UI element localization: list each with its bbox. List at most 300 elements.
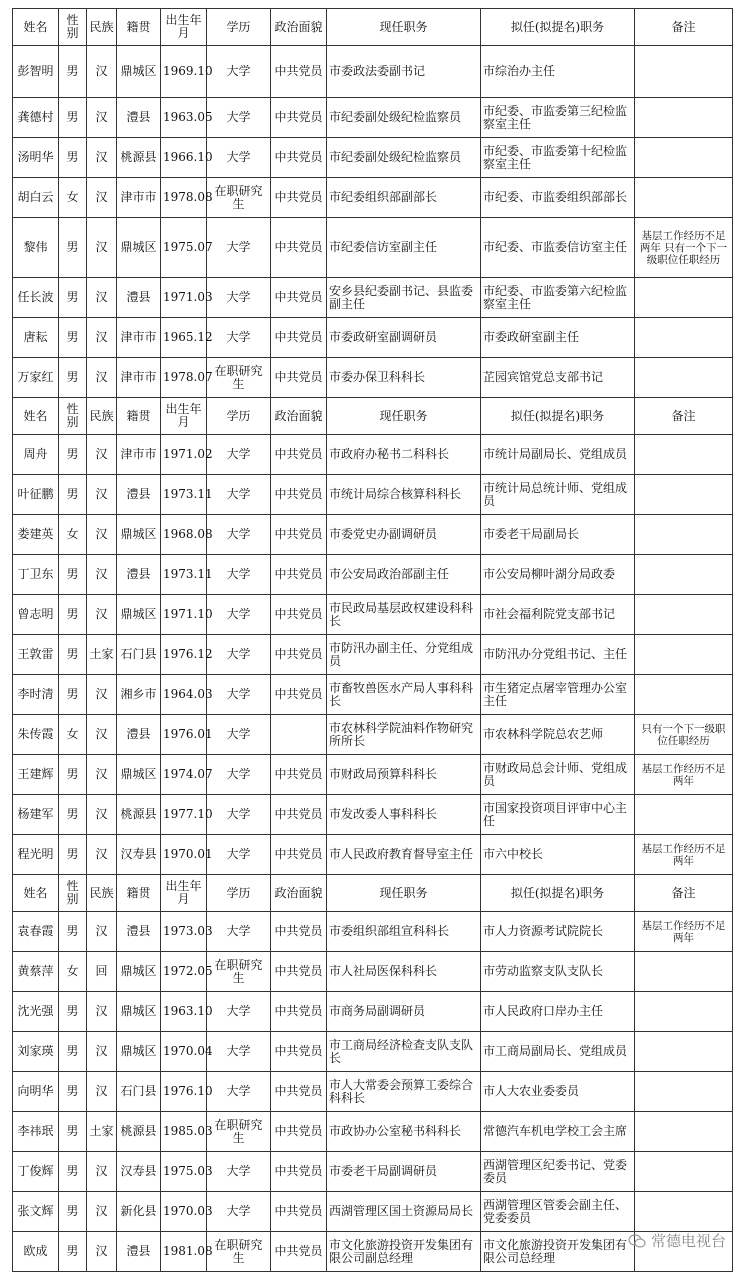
cell-remarks: [635, 475, 733, 515]
cell-education: 大学: [207, 475, 271, 515]
cell-name: 任长波: [13, 278, 59, 318]
cell-birth-date: 1976.12: [161, 635, 207, 675]
table-row: [13, 992, 733, 1032]
cell-native-place: 津市市: [117, 318, 161, 358]
cell-name: 丁卫东: [13, 555, 59, 595]
table-row: [13, 1232, 733, 1272]
cell-gender: 男: [59, 1112, 87, 1152]
cell-remarks: [635, 992, 733, 1032]
cell-remarks: [635, 178, 733, 218]
cell-current-position: 市畜牧兽医水产局人事科科长: [327, 675, 481, 715]
header-proposed-position: 拟任(拟提名)职务: [481, 398, 635, 435]
cell-birth-date: 1977.10: [161, 795, 207, 835]
cell-proposed-position: 市农林科学院总农艺师: [481, 715, 635, 755]
cell-current-position: 市委政研室副调研员: [327, 318, 481, 358]
cell-native-place: 汉寿县: [117, 1152, 161, 1192]
cell-political-status: 中共党员: [271, 515, 327, 555]
cell-name: 唐耘: [13, 318, 59, 358]
cell-gender: 男: [59, 98, 87, 138]
cell-native-place: 澧县: [117, 98, 161, 138]
header-gender: 性别: [59, 9, 87, 46]
cell-political-status: 中共党员: [271, 318, 327, 358]
table-row: [13, 278, 733, 318]
cell-education: 大学: [207, 912, 271, 952]
cell-proposed-position: 市人民政府口岸办主任: [481, 992, 635, 1032]
cell-proposed-position: 市人力资源考试院院长: [481, 912, 635, 952]
cell-proposed-position: 市纪委、市监委组织部部长: [481, 178, 635, 218]
cell-education: 大学: [207, 218, 271, 278]
table-row: [13, 675, 733, 715]
cell-current-position: 安乡县纪委副书记、县监委副主任: [327, 278, 481, 318]
cell-remarks: [635, 1152, 733, 1192]
header-current-position: 现任职务: [327, 9, 481, 46]
cell-birth-date: 1970.04: [161, 1032, 207, 1072]
cell-proposed-position: 市纪委、市监委第十纪检监察室主任: [481, 138, 635, 178]
cell-native-place: 湘乡市: [117, 675, 161, 715]
cell-remarks: [635, 358, 733, 398]
cell-political-status: 中共党员: [271, 835, 327, 875]
cell-name: 向明华: [13, 1072, 59, 1112]
cell-birth-date: 1975.07: [161, 218, 207, 278]
cell-current-position: 市委政法委副书记: [327, 46, 481, 98]
cell-political-status: 中共党员: [271, 1192, 327, 1232]
cell-ethnicity: 汉: [87, 98, 117, 138]
header-proposed-position: 拟任(拟提名)职务: [481, 9, 635, 46]
cell-education: 大学: [207, 992, 271, 1032]
cell-gender: 女: [59, 515, 87, 555]
header-row: [13, 9, 733, 46]
header-political-status: 政治面貌: [271, 398, 327, 435]
cell-current-position: 市防汛办副主任、分党组成员: [327, 635, 481, 675]
cell-current-position: 市纪委副处级纪检监察员: [327, 98, 481, 138]
table-body: [13, 9, 733, 1272]
cell-proposed-position: 西湖管理区管委会副主任、党委委员: [481, 1192, 635, 1232]
cell-birth-date: 1963.05: [161, 98, 207, 138]
cell-ethnicity: 汉: [87, 138, 117, 178]
cell-education: 大学: [207, 515, 271, 555]
cell-ethnicity: 汉: [87, 715, 117, 755]
cell-political-status: 中共党员: [271, 1112, 327, 1152]
cell-current-position: 市统计局综合核算科科长: [327, 475, 481, 515]
cell-ethnicity: 汉: [87, 595, 117, 635]
cell-proposed-position: 市六中校长: [481, 835, 635, 875]
cell-current-position: 市文化旅游投资开发集团有限公司副总经理: [327, 1232, 481, 1272]
cell-ethnicity: 汉: [87, 1152, 117, 1192]
cell-current-position: 市农林科学院油料作物研究所所长: [327, 715, 481, 755]
cell-proposed-position: 常德汽车机电学校工会主席: [481, 1112, 635, 1152]
cell-birth-date: 1973.11: [161, 555, 207, 595]
cell-political-status: 中共党员: [271, 755, 327, 795]
cell-name: 胡白云: [13, 178, 59, 218]
cell-political-status: [271, 715, 327, 755]
cell-birth-date: 1975.03: [161, 1152, 207, 1192]
cell-birth-date: 1969.10: [161, 46, 207, 98]
cell-education: 大学: [207, 715, 271, 755]
cell-remarks: [635, 98, 733, 138]
cell-native-place: 鼎城区: [117, 952, 161, 992]
cell-education: 大学: [207, 46, 271, 98]
table-row: [13, 138, 733, 178]
header-current-position: 现任职务: [327, 875, 481, 912]
cell-name: 汤明华: [13, 138, 59, 178]
cell-gender: 男: [59, 835, 87, 875]
cell-current-position: 市工商局经济检查支队支队长: [327, 1032, 481, 1072]
cell-birth-date: 1971.03: [161, 278, 207, 318]
cell-birth-date: 1966.10: [161, 138, 207, 178]
cell-name: 李祎珉: [13, 1112, 59, 1152]
cell-native-place: 澧县: [117, 555, 161, 595]
cell-remarks: [635, 515, 733, 555]
cell-gender: 男: [59, 475, 87, 515]
cell-ethnicity: 汉: [87, 358, 117, 398]
cell-proposed-position: 市社会福利院党支部书记: [481, 595, 635, 635]
cell-gender: 女: [59, 178, 87, 218]
table-row: [13, 1112, 733, 1152]
cell-native-place: 鼎城区: [117, 1032, 161, 1072]
cell-birth-date: 1971.10: [161, 595, 207, 635]
cell-remarks: [635, 138, 733, 178]
cell-ethnicity: 汉: [87, 835, 117, 875]
cell-native-place: 桃源县: [117, 1112, 161, 1152]
table-row: [13, 1072, 733, 1112]
cell-proposed-position: 市统计局总统计师、党组成员: [481, 475, 635, 515]
cell-gender: 男: [59, 1072, 87, 1112]
cell-education: 大学: [207, 635, 271, 675]
cell-native-place: 澧县: [117, 715, 161, 755]
cell-current-position: 市发改委人事科科长: [327, 795, 481, 835]
cell-remarks: [635, 1112, 733, 1152]
cell-gender: 男: [59, 1152, 87, 1192]
header-ethnicity: 民族: [87, 398, 117, 435]
table-row: [13, 515, 733, 555]
cell-political-status: 中共党员: [271, 595, 327, 635]
cell-name: 黄蔡萍: [13, 952, 59, 992]
cell-proposed-position: 市防汛办分党组书记、主任: [481, 635, 635, 675]
cell-name: 刘家瑛: [13, 1032, 59, 1072]
cell-education: 大学: [207, 595, 271, 635]
cell-education: 大学: [207, 278, 271, 318]
cell-proposed-position: 市统计局副局长、党组成员: [481, 435, 635, 475]
cell-native-place: 鼎城区: [117, 595, 161, 635]
cell-birth-date: 1973.11: [161, 475, 207, 515]
cell-name: 周舟: [13, 435, 59, 475]
cell-current-position: 市委办保卫科科长: [327, 358, 481, 398]
cell-birth-date: 1970.03: [161, 1192, 207, 1232]
cell-current-position: 市人大常委会预算工委综合科科长: [327, 1072, 481, 1112]
table-row: [13, 835, 733, 875]
cell-gender: 男: [59, 1192, 87, 1232]
cell-proposed-position: 市国家投资项目评审中心主任: [481, 795, 635, 835]
cell-education: 大学: [207, 835, 271, 875]
cell-remarks: 基层工作经历不足两年 只有一个下一级职位任职经历: [635, 218, 733, 278]
header-education: 学历: [207, 398, 271, 435]
cell-remarks: [635, 435, 733, 475]
header-name: 姓名: [13, 875, 59, 912]
watermark-text: 常德电视台: [650, 1232, 726, 1250]
header-gender: 性别: [59, 875, 87, 912]
cell-native-place: 鼎城区: [117, 515, 161, 555]
cell-education: 大学: [207, 138, 271, 178]
cell-proposed-position: 西湖管理区纪委书记、党委委员: [481, 1152, 635, 1192]
cell-ethnicity: 汉: [87, 1232, 117, 1272]
cell-birth-date: 1968.08: [161, 515, 207, 555]
header-political-status: 政治面貌: [271, 9, 327, 46]
cell-political-status: 中共党员: [271, 1072, 327, 1112]
cell-proposed-position: 市生猪定点屠宰管理办公室主任: [481, 675, 635, 715]
table-row: [13, 1192, 733, 1232]
table-row: [13, 1032, 733, 1072]
cell-native-place: 桃源县: [117, 795, 161, 835]
cell-birth-date: 1964.03: [161, 675, 207, 715]
cell-education: 大学: [207, 318, 271, 358]
cell-current-position: 市纪委组织部副部长: [327, 178, 481, 218]
cell-name: 丁俊辉: [13, 1152, 59, 1192]
cell-proposed-position: 市委老干局副局长: [481, 515, 635, 555]
cell-name: 曾志明: [13, 595, 59, 635]
cell-gender: 女: [59, 715, 87, 755]
cell-proposed-position: 市公安局柳叶湖分局政委: [481, 555, 635, 595]
header-native-place: 籍贯: [117, 9, 161, 46]
header-birth-date: 出生年月: [161, 875, 207, 912]
personnel-table: [12, 8, 733, 1272]
header-remarks: 备注: [635, 875, 733, 912]
cell-political-status: 中共党员: [271, 1032, 327, 1072]
cell-name: 杨建军: [13, 795, 59, 835]
cell-remarks: [635, 1032, 733, 1072]
cell-proposed-position: 市纪委、市监委第六纪检监察室主任: [481, 278, 635, 318]
table-row: [13, 635, 733, 675]
cell-ethnicity: 土家: [87, 635, 117, 675]
cell-current-position: 市人社局医保科科长: [327, 952, 481, 992]
table-row: [13, 795, 733, 835]
cell-political-status: 中共党员: [271, 992, 327, 1032]
cell-current-position: 市委党史办副调研员: [327, 515, 481, 555]
cell-education: 大学: [207, 795, 271, 835]
cell-ethnicity: 汉: [87, 278, 117, 318]
cell-native-place: 津市市: [117, 178, 161, 218]
header-birth-date: 出生年月: [161, 9, 207, 46]
cell-gender: 男: [59, 992, 87, 1032]
cell-birth-date: 1971.02: [161, 435, 207, 475]
cell-gender: 男: [59, 912, 87, 952]
cell-native-place: 津市市: [117, 358, 161, 398]
cell-birth-date: 1963.10: [161, 992, 207, 1032]
cell-political-status: 中共党员: [271, 1232, 327, 1272]
cell-current-position: 市政府办秘书二科科长: [327, 435, 481, 475]
cell-education: 在职研究生: [207, 1232, 271, 1272]
cell-education: 在职研究生: [207, 1112, 271, 1152]
cell-political-status: 中共党员: [271, 138, 327, 178]
cell-political-status: 中共党员: [271, 98, 327, 138]
cell-proposed-position: 市人大农业委委员: [481, 1072, 635, 1112]
cell-remarks: [635, 555, 733, 595]
table-row: [13, 1152, 733, 1192]
cell-name: 王敦雷: [13, 635, 59, 675]
cell-ethnicity: 汉: [87, 435, 117, 475]
cell-gender: 男: [59, 218, 87, 278]
table-row: [13, 318, 733, 358]
cell-remarks: 只有一个下一级职位任职经历: [635, 715, 733, 755]
cell-ethnicity: 汉: [87, 178, 117, 218]
cell-birth-date: 1978.08: [161, 178, 207, 218]
cell-ethnicity: 汉: [87, 675, 117, 715]
cell-ethnicity: 汉: [87, 555, 117, 595]
cell-birth-date: 1976.10: [161, 1072, 207, 1112]
cell-native-place: 鼎城区: [117, 218, 161, 278]
cell-birth-date: 1981.08: [161, 1232, 207, 1272]
cell-birth-date: 1973.03: [161, 912, 207, 952]
cell-ethnicity: 汉: [87, 992, 117, 1032]
cell-gender: 男: [59, 1232, 87, 1272]
cell-proposed-position: 芷园宾馆党总支部书记: [481, 358, 635, 398]
cell-remarks: [635, 278, 733, 318]
table-row: [13, 555, 733, 595]
cell-proposed-position: 市劳动监察支队支队长: [481, 952, 635, 992]
cell-ethnicity: 汉: [87, 912, 117, 952]
cell-remarks: [635, 675, 733, 715]
cell-native-place: 石门县: [117, 1072, 161, 1112]
table-row: [13, 912, 733, 952]
cell-gender: 男: [59, 755, 87, 795]
cell-remarks: 基层工作经历不足两年: [635, 755, 733, 795]
header-remarks: 备注: [635, 398, 733, 435]
cell-political-status: 中共党员: [271, 358, 327, 398]
header-education: 学历: [207, 875, 271, 912]
cell-gender: 女: [59, 952, 87, 992]
cell-proposed-position: 市文化旅游投资开发集团有限公司总经理: [481, 1232, 635, 1272]
table-row: [13, 435, 733, 475]
cell-name: 袁春霞: [13, 912, 59, 952]
cell-gender: 男: [59, 595, 87, 635]
cell-remarks: [635, 318, 733, 358]
cell-remarks: [635, 635, 733, 675]
table-row: [13, 358, 733, 398]
table-row: [13, 952, 733, 992]
cell-education: 大学: [207, 675, 271, 715]
header-native-place: 籍贯: [117, 875, 161, 912]
cell-remarks: 基层工作经历不足两年: [635, 835, 733, 875]
cell-birth-date: 1974.07: [161, 755, 207, 795]
cell-gender: 男: [59, 278, 87, 318]
cell-native-place: 石门县: [117, 635, 161, 675]
cell-education: 在职研究生: [207, 358, 271, 398]
header-ethnicity: 民族: [87, 9, 117, 46]
cell-native-place: 鼎城区: [117, 755, 161, 795]
header-current-position: 现任职务: [327, 398, 481, 435]
cell-ethnicity: 土家: [87, 1112, 117, 1152]
cell-political-status: 中共党员: [271, 912, 327, 952]
table-row: [13, 595, 733, 635]
cell-remarks: [635, 795, 733, 835]
cell-gender: 男: [59, 435, 87, 475]
cell-birth-date: 1978.07: [161, 358, 207, 398]
header-row: [13, 398, 733, 435]
cell-current-position: 市纪委信访室副主任: [327, 218, 481, 278]
cell-native-place: 津市市: [117, 435, 161, 475]
cell-education: 大学: [207, 755, 271, 795]
cell-education: 大学: [207, 1152, 271, 1192]
cell-ethnicity: 汉: [87, 1072, 117, 1112]
cell-native-place: 澧县: [117, 1232, 161, 1272]
cell-current-position: 市人民政府教育督导室主任: [327, 835, 481, 875]
cell-native-place: 鼎城区: [117, 992, 161, 1032]
cell-political-status: 中共党员: [271, 218, 327, 278]
cell-education: 大学: [207, 1032, 271, 1072]
table-row: [13, 475, 733, 515]
cell-native-place: 汉寿县: [117, 835, 161, 875]
cell-current-position: 市纪委副处级纪检监察员: [327, 138, 481, 178]
cell-name: 张文辉: [13, 1192, 59, 1232]
cell-current-position: 市民政局基层政权建设科科长: [327, 595, 481, 635]
table-row: [13, 46, 733, 98]
header-remarks: 备注: [635, 9, 733, 46]
cell-remarks: [635, 1192, 733, 1232]
cell-native-place: 桃源县: [117, 138, 161, 178]
cell-name: 龚德村: [13, 98, 59, 138]
cell-political-status: 中共党员: [271, 635, 327, 675]
cell-education: 大学: [207, 1072, 271, 1112]
cell-native-place: 鼎城区: [117, 46, 161, 98]
cell-remarks: 基层工作经历不足两年: [635, 912, 733, 952]
cell-remarks: [635, 46, 733, 98]
cell-political-status: 中共党员: [271, 1152, 327, 1192]
cell-education: 大学: [207, 435, 271, 475]
cell-current-position: 市公安局政治部副主任: [327, 555, 481, 595]
cell-proposed-position: 市纪委、市监委信访室主任: [481, 218, 635, 278]
header-native-place: 籍贯: [117, 398, 161, 435]
cell-ethnicity: 汉: [87, 515, 117, 555]
table-row: [13, 218, 733, 278]
cell-current-position: 西湖管理区国土资源局局长: [327, 1192, 481, 1232]
cell-gender: 男: [59, 675, 87, 715]
cell-gender: 男: [59, 138, 87, 178]
cell-proposed-position: 市委政研室副主任: [481, 318, 635, 358]
cell-ethnicity: 汉: [87, 795, 117, 835]
cell-ethnicity: 汉: [87, 1192, 117, 1232]
header-gender: 性别: [59, 398, 87, 435]
cell-political-status: 中共党员: [271, 795, 327, 835]
cell-native-place: 澧县: [117, 912, 161, 952]
cell-remarks: [635, 595, 733, 635]
header-political-status: 政治面貌: [271, 875, 327, 912]
cell-current-position: 市委老干局副调研员: [327, 1152, 481, 1192]
cell-gender: 男: [59, 555, 87, 595]
cell-ethnicity: 汉: [87, 755, 117, 795]
cell-birth-date: 1965.12: [161, 318, 207, 358]
header-name: 姓名: [13, 398, 59, 435]
cell-birth-date: 1972.05: [161, 952, 207, 992]
cell-political-status: 中共党员: [271, 46, 327, 98]
cell-current-position: 市财政局预算科科长: [327, 755, 481, 795]
cell-name: 黎伟: [13, 218, 59, 278]
table-row: [13, 755, 733, 795]
cell-current-position: 市政协办公室秘书科科长: [327, 1112, 481, 1152]
cell-current-position: 市商务局副调研员: [327, 992, 481, 1032]
cell-gender: 男: [59, 358, 87, 398]
cell-political-status: 中共党员: [271, 475, 327, 515]
cell-name: 李时清: [13, 675, 59, 715]
header-education: 学历: [207, 9, 271, 46]
cell-political-status: 中共党员: [271, 278, 327, 318]
cell-name: 叶征鹏: [13, 475, 59, 515]
cell-proposed-position: 市工商局副局长、党组成员: [481, 1032, 635, 1072]
cell-education: 大学: [207, 98, 271, 138]
cell-political-status: 中共党员: [271, 555, 327, 595]
cell-native-place: 澧县: [117, 278, 161, 318]
cell-education: 大学: [207, 555, 271, 595]
cell-gender: 男: [59, 46, 87, 98]
cell-name: 彭智明: [13, 46, 59, 98]
